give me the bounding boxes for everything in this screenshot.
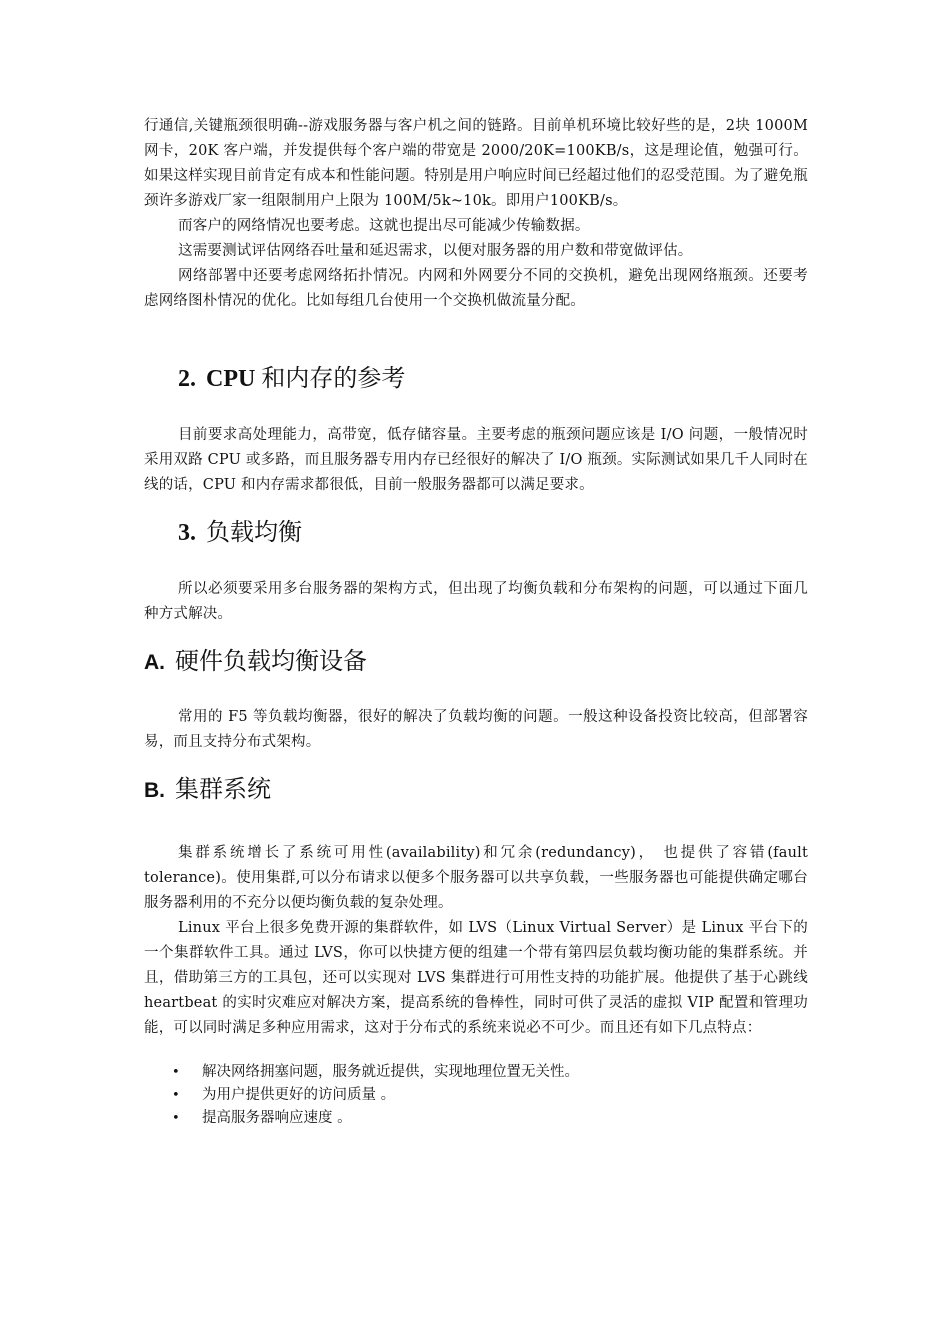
section-b-paragraph-2: Linux 平台上很多免费开源的集群软件，如 LVS（Linux Virtual Server）是 Linux 平台下的一个集群软件工具。通过 LVS，你可以快捷方便的组建一个带有第四层负载均衡功能的集群系统。并且，借助第三方的工具包，还可以实现对 LVS 集群进行可用性支持的功能扩展。他提供了基于心跳线 heartbeat 的实时灾难应对解决方案，提高系统的鲁棒性，同时可供了灵活的虚拟 VIP 配置和管理功能，可以同时满足多种应用需求，这对于分布式的系统来说必不可少。而且还有如下几点特点：: [144, 920, 808, 1036]
feature-list: [144, 1061, 808, 1130]
list-item: • 解决网络拥塞问题，服务就近提供，实现地理位置无关性。: [144, 1061, 808, 1084]
section-2-paragraph: 目前要求高处理能力，高带宽，低存储容量。主要考虑的瓶颈问题应该是 I/O 问题，一般情况时采用双路 CPU 或多路，而且服务器专用内存已经很好的解决了 I/O 瓶颈。实际测试如果几千人同时在线的话，CPU 和内存需求都很低，目前一般服务器都可以满足要求。: [144, 427, 808, 493]
section-3-number: 3.: [178, 520, 196, 546]
section-a-number: A.: [144, 651, 165, 674]
section-3-title: 负载均衡: [206, 518, 302, 546]
section-2-title-latin: CPU: [206, 366, 256, 392]
document-body: [144, 114, 808, 1130]
section-3-paragraph: 所以必须要采用多台服务器的架构方式，但出现了均衡负载和分布架构的问题，可以通过下面几种方式解决。: [144, 581, 808, 622]
list-item: • 提高服务器响应速度 。: [144, 1107, 808, 1130]
section-a-title: 硬件负载均衡设备: [175, 647, 367, 675]
section-b-paragraph-1: 集群系统增长了系统可用性(availability)和冗余(redundancy)， 也提供了容错(fault tolerance)。使用集群,可以分布请求以便多个服务器可以共享负载，一些服务器也可能提供确定哪台服务器利用的不充分以便均衡负载的复杂处理。: [144, 845, 808, 911]
bullet-icon: •: [172, 1088, 180, 1103]
bullet-icon: •: [172, 1111, 180, 1126]
bullet-icon: •: [172, 1065, 180, 1080]
intro-paragraph-2: 而客户的网络情况也要考虑。这就也提出尽可能减少传输数据。: [178, 218, 590, 234]
section-2-title: 和内存的参考: [261, 364, 406, 392]
section-b-number: B.: [144, 779, 165, 802]
section-b-title: 集群系统: [175, 775, 271, 803]
section-a-heading: [144, 645, 808, 679]
section-b-heading: [144, 773, 808, 807]
intro-paragraph-1: 行通信,关键瓶颈很明确--游戏服务器与客户机之间的链路。目前单机环境比较好些的是，2块 1000M 网卡，20K 客户端，并发提供每个客户端的带宽是 2000/20K=100KB/s，这是理论值，勉强可行。如果这样实现目前肯定有成本和性能问题。特别是用户响应时间已经超过他们的忍受范围。为了避免瓶颈许多游戏厂家一组限制用户上限为 100M/5k~10k。即用户100KB/s。: [144, 118, 808, 209]
section-3-heading: [144, 516, 808, 549]
list-item: • 为用户提供更好的访问质量 。: [144, 1084, 808, 1107]
section-2-heading: [144, 362, 808, 395]
intro-paragraph-3: 这需要测试评估网络吞吐量和延迟需求，以便对服务器的用户数和带宽做评估。: [178, 243, 693, 259]
intro-paragraph-4: 网络部署中还要考虑网络拓扑情况。内网和外网要分不同的交换机，避免出现网络瓶颈。还要考虑网络图朴情况的优化。比如每组几台使用一个交换机做流量分配。: [144, 268, 808, 309]
section-a-paragraph: 常用的 F5 等负载均衡器，很好的解决了负载均衡的问题。一般这种设备投资比较高，但部署容易，而且支持分布式架构。: [144, 709, 808, 750]
section-2-number: 2.: [178, 366, 196, 392]
